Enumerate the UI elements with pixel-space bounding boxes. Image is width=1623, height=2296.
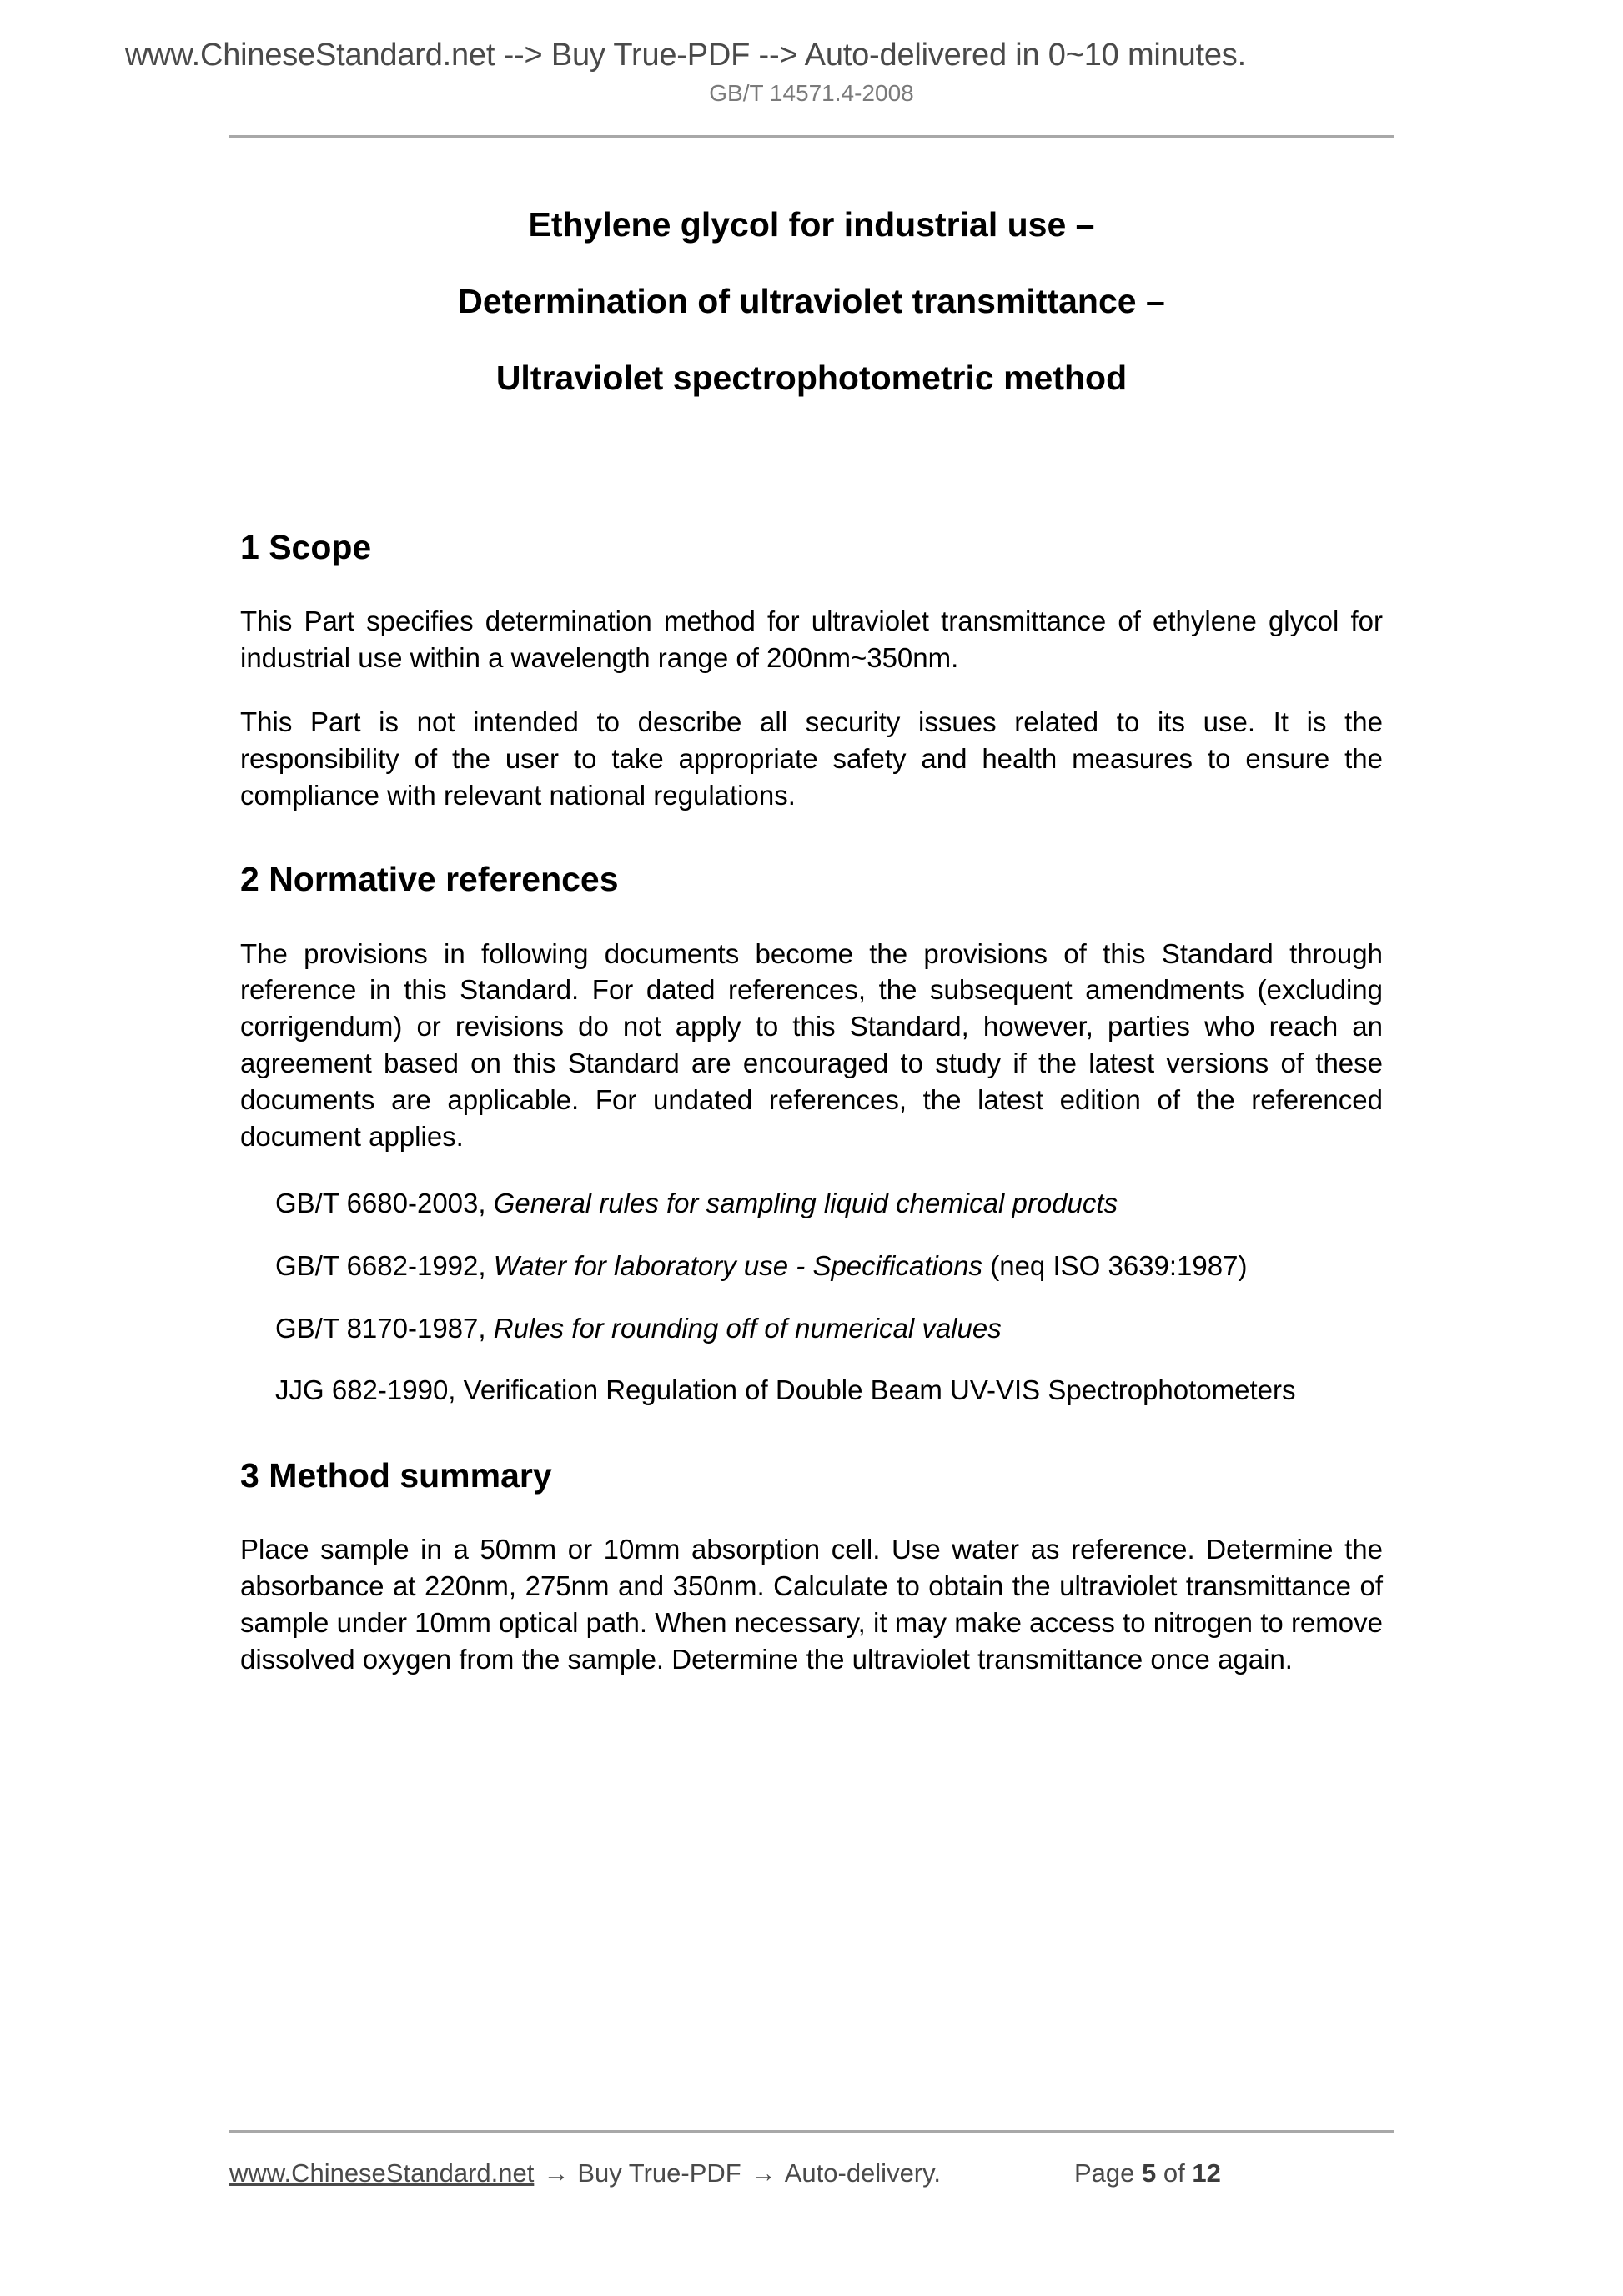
document-title — [240, 205, 1383, 397]
spacer — [240, 1495, 1383, 1531]
reference-code: GB/T 6682-1992, — [275, 1249, 494, 1281]
scope-paragraph-1: This Part specifies determination method for ultraviolet transmittance of ethylene glycol for industrial use within a wavelength range of 200nm~350nm. — [240, 605, 1383, 673]
arrow-right-icon: → — [750, 2158, 776, 2188]
reference-title: Rules for rounding off of numerical values — [493, 1312, 1002, 1344]
footer-buy-text: Buy True-PDF — [577, 2158, 741, 2188]
document-body — [240, 179, 1383, 1678]
reference-title: General rules for sampling liquid chemical products — [493, 1187, 1118, 1218]
spacer — [240, 566, 1383, 603]
page-of-label: of — [1163, 2158, 1185, 2188]
list-item — [275, 1248, 1383, 1284]
footer-delivery-text: Auto-delivery. — [784, 2158, 941, 2188]
reference-code: GB/T 6680-2003, — [275, 1187, 494, 1218]
header-divider — [229, 135, 1394, 138]
header-promo-text: www.ChineseStandard.net --> Buy True-PDF --> Auto-delivered in 0~10 minutes. — [125, 38, 1246, 73]
page-total: 12 — [1192, 2158, 1221, 2188]
spacer — [240, 813, 1383, 861]
reference-title: Water for laboratory use - Specifications — [493, 1249, 983, 1281]
title-line-1: Ethylene glycol for industrial use – — [528, 205, 1095, 244]
title-line-3: Ultraviolet spectrophotometric method — [495, 359, 1128, 397]
reference-code: JJG 682-1990, Verification Regulation of Double Beam UV-VIS Spectrophotometers — [275, 1374, 1296, 1406]
list-item — [275, 1372, 1383, 1409]
reference-code: GB/T 8170-1987, — [275, 1312, 494, 1344]
spacer — [240, 1409, 1383, 1457]
page-number-indicator — [1074, 2158, 1221, 2188]
header-standard-number: GB/T 14571.4-2008 — [709, 80, 914, 106]
scope-paragraph-2: This Part is not intended to describe all security issues related to its use. It is the responsibility of the user to take appropriate safety and health measures to ensure the compliance with relevant national regulations. — [240, 706, 1383, 811]
page-label: Page — [1073, 2158, 1135, 2188]
footer-content — [229, 2158, 1394, 2188]
reference-suffix: (neq ISO 3639:1987) — [982, 1249, 1248, 1281]
spacer — [240, 1155, 1383, 1185]
list-item — [275, 1185, 1383, 1222]
footer-website-link[interactable]: www.ChineseStandard.net — [229, 2158, 535, 2188]
section-heading-scope: 1 Scope — [240, 528, 372, 566]
method-summary-paragraph-1: Place sample in a 50mm or 10mm absorption cell. Use water as reference. Determine the absorbance at 220nm, 275nm and 350nm. Calculate to obtain the ultraviolet transmittance of sample under 10mm optical path. When necessary, it may make access to nitrogen to remove dissolved oxygen from the sample. Determine the ultraviolet transmittance once again. — [240, 1534, 1383, 1676]
section-heading-method-summary: 3 Method summary — [240, 1456, 552, 1495]
spacer — [240, 676, 1383, 704]
title-line-2: Determination of ultraviolet transmittance – — [458, 282, 1165, 320]
arrow-right-icon: → — [543, 2158, 570, 2188]
list-item — [275, 1310, 1383, 1347]
section-heading-normative-references: 2 Normative references — [240, 860, 619, 899]
spacer — [240, 395, 1383, 529]
page-current: 5 — [1141, 2158, 1157, 2188]
normative-paragraph-1: The provisions in following documents become the provisions of this Standard through reference in this Standard. For dated references, the subsequent amendments (excluding corrigendum) or revisions do not apply to this Standard, however, parties who reach an agreement based on this Standard are encouraged to study if the latest versions of these documents are applicable. For undated references, the latest edition of the referenced document applies. — [240, 937, 1383, 1152]
normative-reference-list — [240, 1185, 1383, 1409]
spacer — [240, 899, 1383, 936]
footer-divider — [229, 2130, 1394, 2133]
